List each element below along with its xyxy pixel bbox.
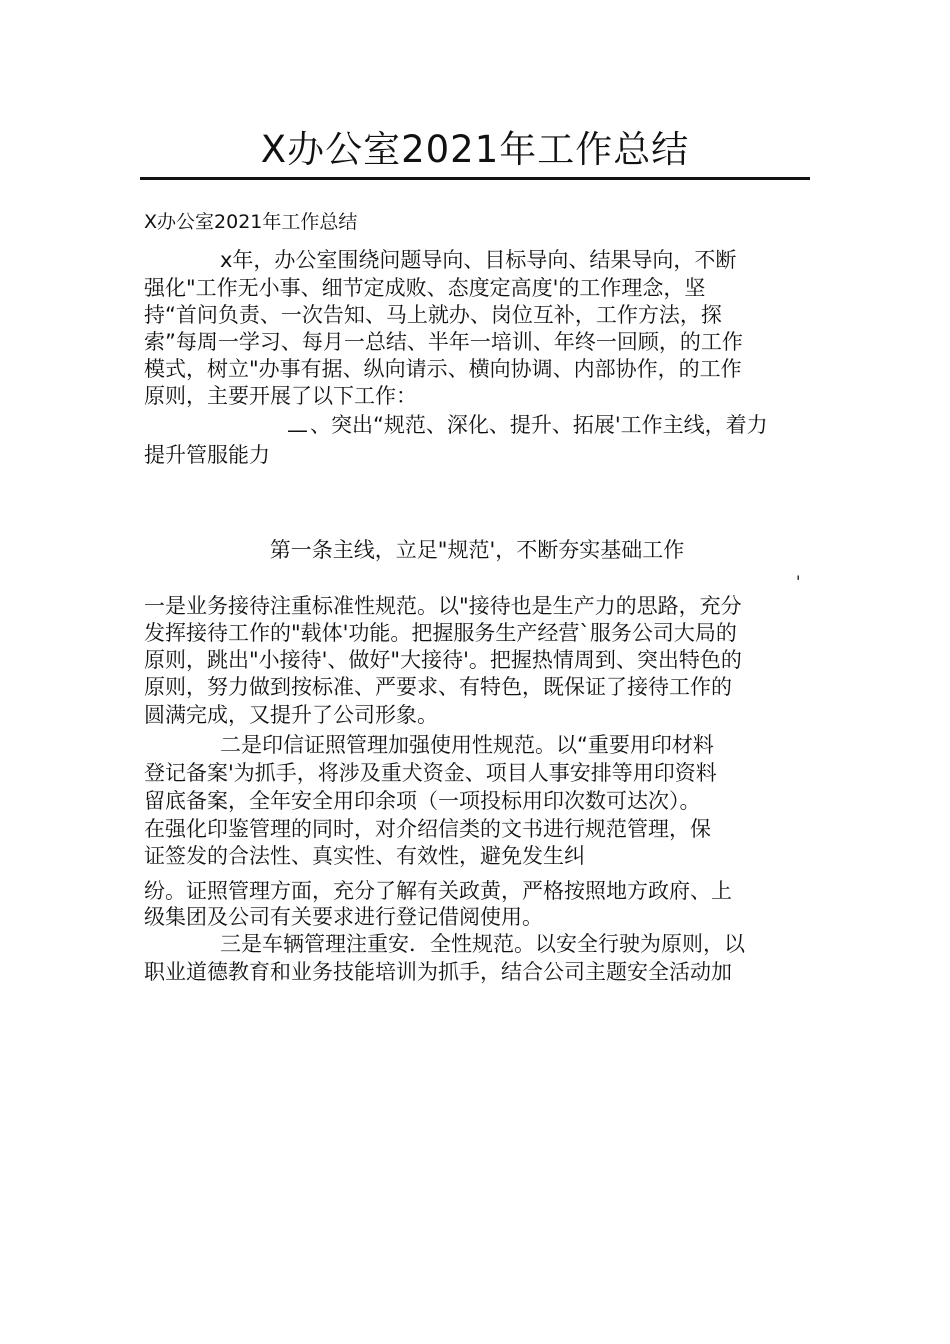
para-two-line-1: 二是印信证照管理加强使用性规范。以“重要用印材料 [220, 733, 714, 757]
intro-line-4: 索”每周一学习、每月一总结、半年一培训、年终一回顾，的工作 [144, 330, 743, 354]
para-four-line-1: 三是车辆管理注重安．全性规范。以安全行驶为原则，以 [220, 932, 745, 956]
para-one-line-1: 一是业务接待注重标准性规范。以"接待也是生产力的思路，充分 [144, 594, 742, 618]
para-two-line-3: 留底备案，全年安全用印余项（一项投标用印次数可达次）。 [144, 789, 701, 813]
para-one-line-4: 原则，努力做到按标准、严要求、有特色，既保证了接待工作的 [144, 675, 732, 699]
intro-line-2: 强化"工作无小事、细节定成败、态度定高度'的工作理念，坚 [144, 276, 706, 300]
intro-line-3: 持“首问负责、一次告知、马上就办、岗位互补，工作方法，探 [144, 303, 722, 327]
para-three-line-2: 级集团及公司有关要求进行登记借阅使用。 [144, 905, 543, 929]
para-one-line-3: 原则，跳出"小接待'、做好"大接待'。把握热情周到、突出特色的 [144, 648, 742, 672]
intro-line-6: 原则，主要开展了以下工作： [144, 384, 417, 408]
document-subtitle: X办公室2021年工作总结 [144, 211, 358, 233]
section-one-heading-line-1: 、突出“规范、深化、提升、拓展'工作主线，着力 [310, 413, 768, 437]
para-three-line-1: 纷。证照管理方面，充分了解有关政黄，严格按照地方政府、上 [144, 879, 732, 903]
para-two-line-5: 证签发的合法性、真实性、有效性，避免发生纠 [144, 844, 585, 868]
para-four-line-2: 职业道德教育和业务技能培训为抓手，结合公司主题安全活动加 [144, 960, 732, 984]
section-one-heading-line-2: 提升管服能力 [144, 443, 270, 467]
para-two-line-4: 在强化印鉴管理的同时，对介绍信类的文书进行规范管理，保 [144, 817, 711, 841]
first-mainline-heading: 第一条主线，立足"规范'，不断夯实基础工作 [269, 538, 685, 562]
intro-line-5: 模式，树立"办事有据、纵向请示、横向协调、内部协作，的工作 [144, 357, 742, 381]
intro-line-1: x年，办公室围绕问题导向、目标导向、结果导向，不断 [220, 248, 737, 272]
stray-mark: ' [796, 572, 801, 591]
section-one-marker: — [287, 418, 308, 442]
para-one-line-5: 圆满完成，又提升了公司形象。 [144, 703, 438, 727]
para-two-line-2: 登记备案'为抓手，将涉及重犬资金、项目人事安排等用印资料 [144, 761, 717, 785]
document-title: X办公室2021年工作总结 [260, 128, 690, 171]
title-underline [140, 177, 810, 180]
para-one-line-2: 发挥接待工作的"载体'功能。把握服务生产经营`服务公司大局的 [144, 621, 737, 645]
